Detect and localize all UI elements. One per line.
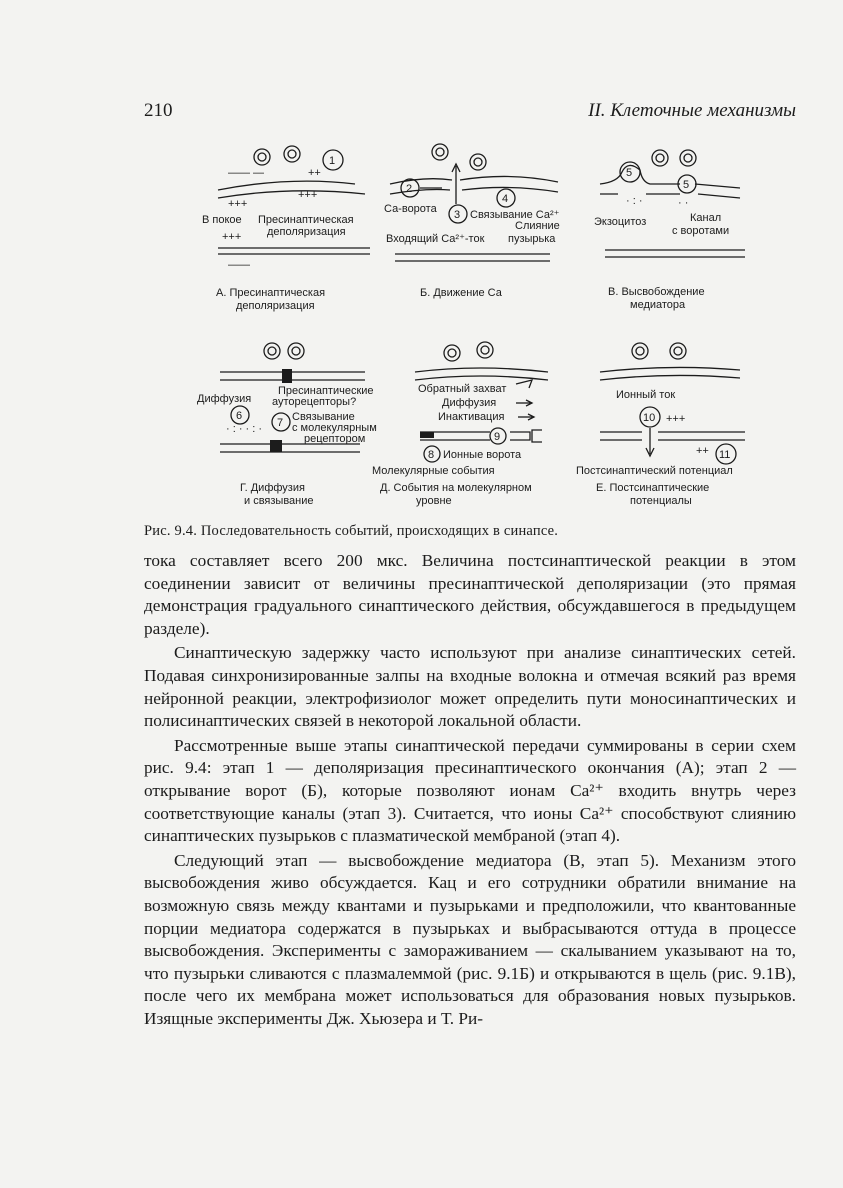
svg-text:+++: +++	[666, 413, 686, 425]
svg-text:Пресинаптические: Пресинаптические	[278, 385, 374, 397]
panel-g	[197, 343, 377, 507]
svg-text:с воротами: с воротами	[672, 225, 730, 237]
label-rest: В покое	[202, 214, 242, 226]
svg-text:с молекулярным: с молекулярным	[292, 422, 377, 434]
running-header: II. Клеточные механизмы	[588, 100, 796, 121]
svg-text:2: 2	[406, 183, 413, 195]
svg-text:рецептором: рецептором	[304, 433, 366, 445]
svg-text:Связывание Са²⁺: Связывание Са²⁺	[470, 209, 560, 221]
panel-a-caption: А. Пресинаптическая	[216, 287, 326, 299]
panel-d	[372, 342, 548, 507]
panel-b	[384, 144, 560, 299]
panel-v	[594, 150, 745, 311]
panel-a	[202, 146, 370, 312]
svg-text:Постсинаптический потенциал: Постсинаптический потенциал	[576, 465, 733, 477]
paragraph: Следующий этап — высвобождение медиатора (В, этап 5). Механизм этого высвобождения живо обсуждается. Кац и его сотрудники обратили внимание на возможную связь между квантами и пузырьками и предположили, что квантованные порции медиатора содержатся в пузырьках и выбрасываются оттуда в процессе высвобождения. Эксперименты с замораживанием — скалыванием указывают на то, что пузырьки сливаются с плазмалеммой (рис. 9.1Б) и открываются в щель (рис. 9.1В), после чего их мембрана может использоваться для образования новых пузырьков. Изящные эксперименты Дж. Хьюзера и Т. Ри-	[144, 850, 796, 1028]
svg-text:Канал: Канал	[690, 212, 722, 224]
svg-text:11: 11	[719, 449, 731, 461]
svg-text:—— —: —— —	[228, 167, 265, 179]
svg-text:Инактивация: Инактивация	[438, 411, 505, 423]
svg-text:+++: +++	[222, 231, 242, 243]
svg-text:уровне: уровне	[416, 495, 452, 507]
paragraph: Синаптическую задержку часто используют при анализе синаптических сетей. Подавая синхронизированные залпы на входные волокна и отмечая всякий раз время нейронной реакции, электрофизиолог может определить пути моносинаптических и полисинаптических связей в некоторой локальной области.	[144, 643, 796, 731]
body-text	[144, 550, 796, 1030]
svg-text:· : ·: · : ·	[626, 195, 643, 207]
svg-text:Ионные ворота: Ионные ворота	[443, 449, 522, 461]
svg-text:4: 4	[502, 193, 509, 205]
svg-text:3: 3	[454, 209, 461, 221]
svg-text:пузырька: пузырька	[508, 233, 556, 245]
svg-text:Диффузия: Диффузия	[442, 397, 497, 409]
svg-text:8: 8	[428, 449, 435, 461]
svg-text:· : · · : ·: · : · · : ·	[226, 423, 263, 435]
svg-text:Са-ворота: Са-ворота	[384, 203, 437, 215]
paragraph: Рассмотренные выше этапы синаптической передачи суммированы в серии схем рис. 9.4: этап 1 — деполяризация пресинаптического окончания (А); этап 2 — открывание ворот (Б), которые позволяют ионам Са²⁺ входить внутрь через соответствующие каналы (этап 3). Считается, что ионы Са²⁺ способствуют слиянию синаптических пузырьков с плазматической мембраной (этап 4).	[144, 735, 796, 846]
svg-text:5: 5	[626, 167, 633, 179]
synapse-figure	[180, 132, 780, 517]
panel-e	[576, 343, 745, 507]
svg-text:7: 7	[277, 417, 284, 429]
panel-d-caption: Д. События на молекулярном	[380, 482, 532, 494]
step-number: 1	[329, 155, 336, 167]
svg-text:Молекулярные события: Молекулярные события	[372, 465, 495, 477]
svg-text:Обратный захват: Обратный захват	[418, 383, 507, 395]
svg-text:++: ++	[308, 167, 321, 179]
svg-text:——: ——	[228, 259, 250, 271]
svg-text:+++: +++	[298, 189, 318, 201]
svg-text:Слияние: Слияние	[515, 220, 560, 232]
svg-text:5: 5	[683, 179, 690, 191]
figure-caption: Рис. 9.4. Последовательность событий, происходящих в синапсе.	[144, 523, 559, 539]
svg-text:+++: +++	[228, 198, 248, 210]
svg-text:Пресинаптическая: Пресинаптическая	[258, 214, 354, 226]
svg-text:9: 9	[494, 431, 501, 443]
svg-text:++: ++	[696, 445, 709, 457]
svg-text:Связывание: Связывание	[292, 411, 355, 423]
svg-text:Входящий Са²⁺-ток: Входящий Са²⁺-ток	[386, 233, 485, 245]
panel-v-caption: В. Высвобождение	[608, 286, 705, 298]
svg-text:деполяризация: деполяризация	[236, 300, 315, 312]
svg-text:деполяризация: деполяризация	[267, 226, 346, 238]
panel-e-caption: Е. Постсинаптические	[596, 482, 710, 494]
svg-text:потенциалы: потенциалы	[630, 495, 692, 507]
svg-text:медиатора: медиатора	[630, 299, 686, 311]
panel-g-caption: Г. Диффузия	[240, 482, 305, 494]
page-number: 210	[144, 100, 173, 121]
svg-text:6: 6	[236, 410, 243, 422]
svg-text:Экзоцитоз: Экзоцитоз	[594, 216, 647, 228]
svg-text:ауторецепторы?: ауторецепторы?	[272, 396, 357, 408]
panel-b-caption: Б. Движение Са	[420, 287, 502, 299]
paragraph: тока составляет всего 200 мкс. Величина постсинаптической реакции в этом соединении зависит от величины пресинаптической деполяризации (это прямая демонстрация градуального синаптического действия, обсуждавшегося в предыдущем разделе).	[144, 551, 796, 638]
svg-text:10: 10	[643, 412, 656, 424]
svg-text:· ·: · ·	[678, 197, 689, 209]
svg-text:Диффузия: Диффузия	[197, 393, 252, 405]
svg-text:и связывание: и связывание	[244, 495, 314, 507]
svg-text:Ионный ток: Ионный ток	[616, 389, 676, 401]
